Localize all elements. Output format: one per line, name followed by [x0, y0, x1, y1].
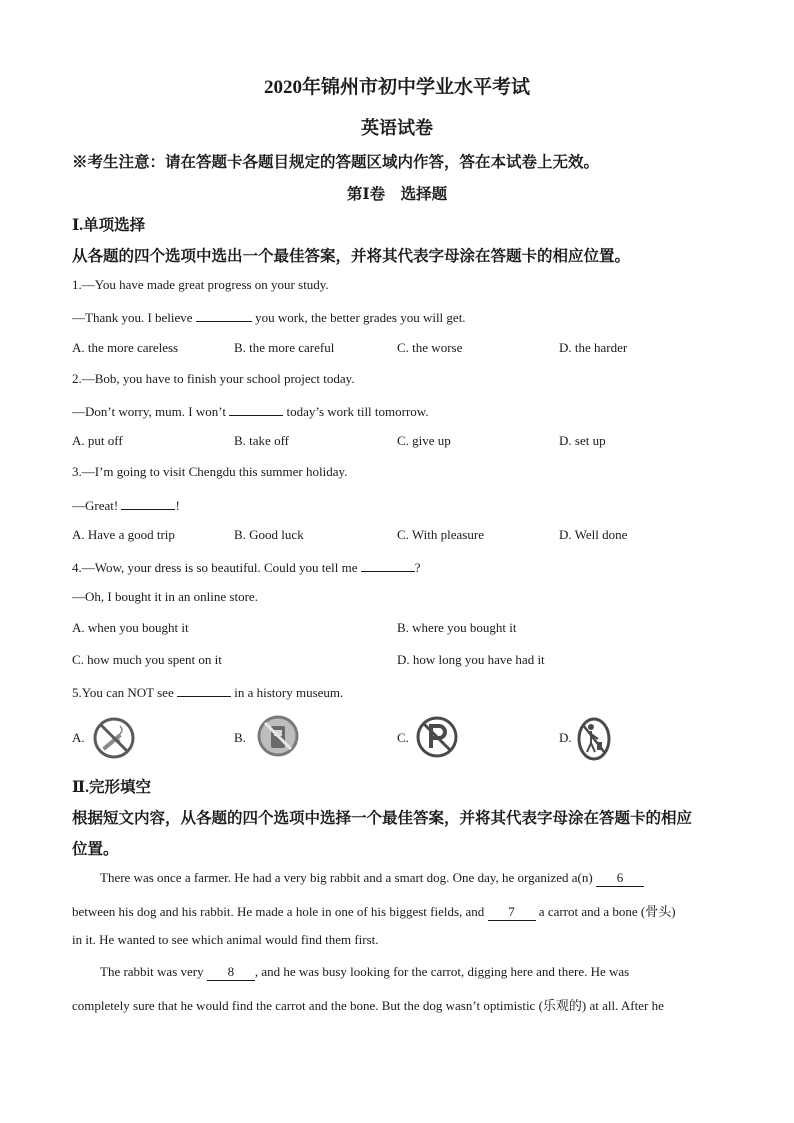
- q3-option-b: B. Good luck: [234, 527, 304, 542]
- cloze-blank-7: 7: [488, 904, 536, 921]
- q1-option-d: D. the harder: [559, 340, 628, 355]
- q1-blank: [196, 308, 252, 322]
- q4-option-a: A. when you bought it: [72, 620, 189, 635]
- passage-p2-line2: completely sure that he would find the carrot and the bone. But the dog wasn’t optimistic (乐观的) at all. After he: [72, 998, 664, 1013]
- q3-blank: [121, 496, 175, 510]
- q1-response: [72, 308, 466, 326]
- passage-text: There was once a farmer. He had a very big rabbit and a smart dog. One day, he organized a(n): [100, 870, 593, 885]
- q2-option-c: C. give up: [397, 433, 451, 448]
- q2-response-pre: —Don’t worry, mum. I won’t: [72, 404, 226, 419]
- passage-text: , and he was busy looking for the carrot, digging here and there. He was: [254, 964, 630, 979]
- candidate-notice: ※考生注意：请在答题卡各题目规定的答题区域内作答，答在本试卷上无效。: [72, 154, 600, 171]
- section1-heading: Ⅰ.单项选择: [72, 217, 146, 234]
- exam-title: 2020年锦州市初中学业水平考试: [263, 77, 530, 98]
- q5-option-d: D.: [559, 730, 572, 745]
- q5-option-c: C.: [397, 730, 409, 745]
- passage-text: a carrot and a bone (骨头): [538, 904, 676, 919]
- q4-blank: [361, 558, 415, 572]
- q2-option-a: A. put off: [72, 433, 123, 448]
- volume-heading: 第Ⅰ卷 选择题: [346, 186, 448, 203]
- section1-instruction: 从各题的四个选项中选出一个最佳答案，并将其代表字母涂在答题卡的相应位置。: [72, 248, 631, 265]
- q2-option-b: B. take off: [234, 433, 289, 448]
- q4-prompt-post: ?: [414, 560, 421, 575]
- q3-response-post: !: [175, 498, 180, 513]
- q3-option-a: A. Have a good trip: [72, 527, 175, 542]
- q5-prompt-post: in a history museum.: [234, 685, 344, 700]
- q4-prompt-pre: 4.—Wow, your dress is so beautiful. Could you tell me: [72, 560, 358, 575]
- q3-response: [72, 496, 180, 514]
- q1-prompt: 1.—You have made great progress on your study.: [72, 277, 329, 292]
- passage-p1-line3: in it. He wanted to see which animal would find them first.: [72, 932, 379, 947]
- q5-blank: [177, 683, 231, 697]
- section2-instruction-line2: 位置。: [72, 841, 119, 858]
- q2-blank: [229, 402, 283, 416]
- q2-response-post: today’s work till tomorrow.: [286, 404, 429, 419]
- q3-prompt: 3.—I’m going to visit Chengdu this summer holiday.: [72, 464, 348, 479]
- passage-p1-line2: [72, 901, 676, 921]
- section2-heading: Ⅱ.完形填空: [72, 779, 151, 796]
- q2-response: [72, 402, 429, 420]
- q2-prompt: 2.—Bob, you have to finish your school project today.: [72, 371, 355, 386]
- cloze-blank-6: 6: [596, 870, 644, 887]
- passage-text: between his dog and his rabbit. He made a hole in one of his biggest fields, and: [72, 904, 485, 919]
- q4-option-b: B. where you bought it: [397, 620, 517, 635]
- no-parking-icon: [415, 715, 459, 759]
- q1-option-b: B. the more careful: [234, 340, 335, 355]
- q3-response-pre: —Great!: [72, 498, 119, 513]
- q1-option-c: C. the worse: [397, 340, 463, 355]
- q3-option-c: C. With pleasure: [397, 527, 484, 542]
- q5-prompt-pre: 5.You can NOT see: [72, 685, 174, 700]
- q3-option-d: D. Well done: [559, 527, 628, 542]
- no-food-icon: [256, 714, 300, 758]
- passage-p1-line1: [100, 870, 644, 887]
- q5-prompt: [72, 683, 343, 701]
- q4-option-c: C. how much you spent on it: [72, 652, 222, 667]
- passage-p2-line1: [100, 964, 629, 981]
- section2-instruction-line1: 根据短文内容，从各题的四个选项中选择一个最佳答案，并将其代表字母涂在答题卡的相应: [72, 810, 693, 827]
- q4-prompt: [72, 558, 421, 576]
- q1-response-pre: —Thank you. I believe: [72, 310, 193, 325]
- no-littering-icon: [576, 716, 612, 762]
- q4-response: —Oh, I bought it in an online store.: [72, 589, 258, 604]
- q1-option-a: A. the more careless: [72, 340, 179, 355]
- cloze-blank-8: 8: [207, 964, 255, 981]
- no-smoking-icon: [92, 716, 136, 760]
- q4-option-d: D. how long you have had it: [397, 652, 545, 667]
- passage-text: The rabbit was very: [100, 964, 204, 979]
- q5-option-b: B.: [234, 730, 246, 745]
- q5-option-a: A.: [72, 730, 85, 745]
- q2-option-d: D. set up: [559, 433, 606, 448]
- q1-response-post: you work, the better grades you will get.: [255, 310, 466, 325]
- exam-subtitle: 英语试卷: [361, 118, 433, 138]
